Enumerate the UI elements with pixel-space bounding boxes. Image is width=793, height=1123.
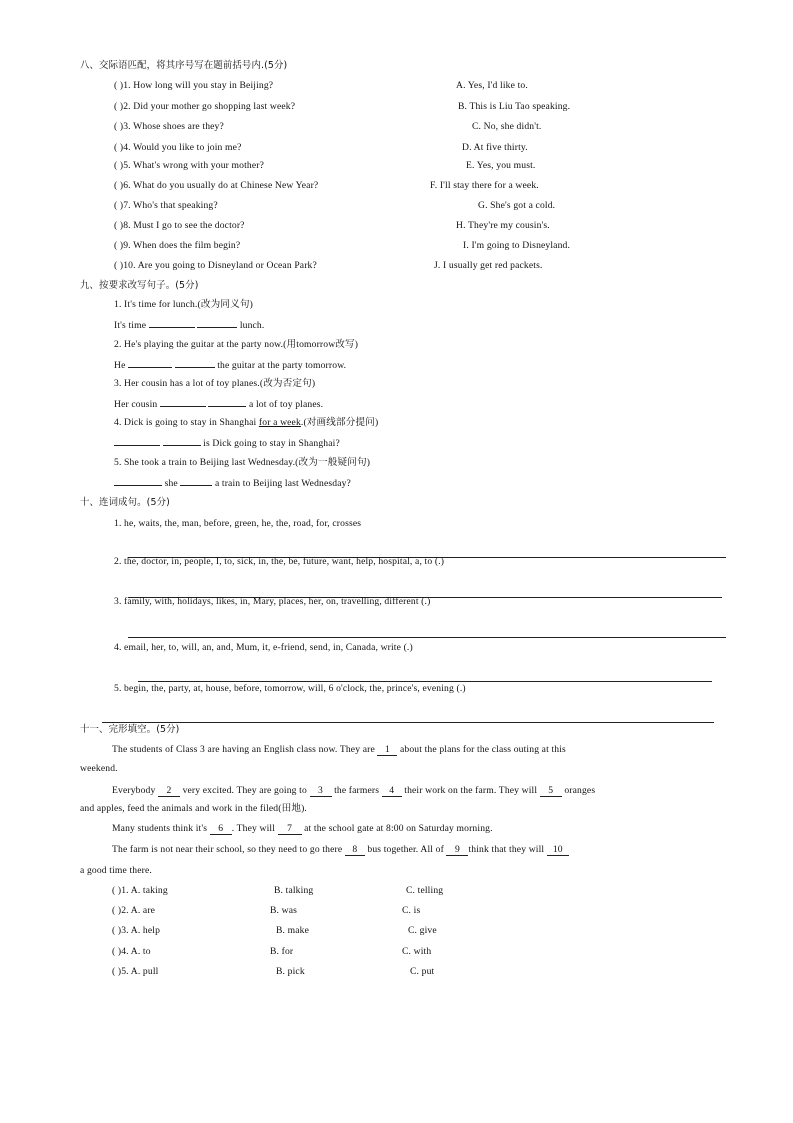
matching-question: ( )5. What's wrong with your mother? — [114, 160, 265, 171]
cloze-option-b: B. talking — [274, 885, 314, 896]
rewrite-q2-text-a: He — [114, 360, 126, 371]
rewrite-q5: 5. She took a train to Beijing last Wednesday.(改为一般疑问句) — [114, 457, 371, 468]
rewrite-q4-text: is Dick going to stay in Shanghai? — [203, 438, 340, 449]
matching-answer: H. They're my cousin's. — [456, 220, 550, 231]
cloze-paragraph-4 — [112, 844, 569, 856]
matching-answer: B. This is Liu Tao speaking. — [458, 101, 571, 112]
cloze-blank[interactable]: 4 — [382, 786, 402, 797]
rewrite-q1-text-b: lunch. — [239, 320, 265, 331]
matching-answer: C. No, she didn't. — [472, 121, 542, 132]
rewrite-q2-answer — [114, 360, 346, 372]
rewrite-q3-answer — [114, 399, 323, 411]
rewrite-q5-answer — [114, 478, 351, 490]
cloze-option-c: C. telling — [406, 885, 444, 896]
cloze-option-b: B. pick — [276, 966, 305, 977]
cloze-option-question: ( )3. A. help — [112, 925, 161, 936]
matching-question: ( )4. Would you like to join me? — [114, 142, 242, 153]
rewrite-q3-text-b: a lot of toy planes. — [249, 399, 324, 410]
matching-question: ( )8. Must I go to see the doctor? — [114, 220, 245, 231]
matching-answer: E. Yes, you must. — [466, 160, 536, 171]
word-order-q3: 3. family, with, holidays, likes, in, Mary, places, her, on, travelling, different (.) — [114, 596, 431, 607]
rewrite-q3: 3. Her cousin has a lot of toy planes.(改为否定句) — [114, 378, 316, 389]
cloze-blank[interactable]: 3 — [310, 786, 332, 797]
word-order-q2: 2. the, doctor, in, people, I, to, sick, in, the, be, future, want, help, hospital, a, to (.) — [114, 556, 445, 567]
cloze-option-b: B. was — [270, 905, 298, 916]
matching-question: ( )10. Are you going to Disneyland or Ocean Park? — [114, 260, 317, 271]
answer-blank[interactable] — [163, 445, 201, 446]
cloze-option-c: C. with — [402, 946, 432, 957]
answer-line[interactable] — [138, 681, 712, 682]
section-9-title: 九、按要求改写句子。(5分) — [80, 280, 199, 291]
answer-blank[interactable] — [208, 406, 246, 407]
cloze-blank[interactable]: 1 — [377, 745, 397, 756]
cloze-blank[interactable]: 10 — [547, 845, 569, 856]
rewrite-q4-answer — [114, 438, 340, 450]
cloze-paragraph-4-end: a good time there. — [80, 865, 152, 876]
matching-question: ( )9. When does the film begin? — [114, 240, 241, 251]
rewrite-q4-text-b: .(对画线部分提问) — [300, 417, 379, 428]
rewrite-q3-text-a: Her cousin — [114, 399, 158, 410]
rewrite-q2: 2. He's playing the guitar at the party now.(用tomorrow改写) — [114, 339, 359, 350]
matching-answer: D. At five thirty. — [462, 142, 528, 153]
matching-answer: A. Yes, I'd like to. — [456, 80, 528, 91]
rewrite-q5-text-b: a train to Beijing last Wednesday? — [214, 478, 351, 489]
word-order-q5: 5. begin, the, party, at, house, before, tomorrow, will, 6 o'clock, the, prince's, evening (.) — [114, 683, 466, 694]
section-10-title: 十、连词成句。(5分) — [80, 497, 170, 508]
answer-line[interactable] — [128, 637, 726, 638]
answer-blank[interactable] — [197, 327, 237, 328]
cloze-paragraph-1 — [112, 744, 566, 756]
matching-question: ( )1. How long will you stay in Beijing? — [114, 80, 274, 91]
cloze-text: The farm is not near their school, so they need to go there — [112, 844, 343, 855]
cloze-text: about the plans for the class outing at this — [399, 744, 566, 755]
cloze-text: oranges — [564, 785, 596, 796]
cloze-text: their work on the farm. They will — [404, 785, 538, 796]
rewrite-q1-text-a: It's time — [114, 320, 147, 331]
matching-question: ( )3. Whose shoes are they? — [114, 121, 224, 132]
cloze-text: the farmers — [334, 785, 380, 796]
cloze-text: . They will — [231, 823, 276, 834]
cloze-text: Everybody — [112, 785, 156, 796]
cloze-text: Many students think it's — [112, 823, 208, 834]
rewrite-q1-answer — [114, 320, 264, 332]
matching-answer: G. She's got a cold. — [478, 200, 556, 211]
cloze-blank[interactable]: 8 — [345, 845, 365, 856]
matching-answer: J. I usually get red packets. — [434, 260, 543, 271]
section-8-title: 八、交际语匹配，将其序号写在题前括号内.(5分) — [80, 60, 288, 71]
answer-blank[interactable] — [114, 445, 160, 446]
cloze-blank[interactable]: 7 — [278, 824, 302, 835]
rewrite-q4 — [114, 417, 378, 429]
cloze-option-c: C. put — [410, 966, 435, 977]
cloze-paragraph-3 — [112, 823, 493, 835]
underlined-phrase: for a week — [258, 417, 301, 428]
answer-blank[interactable] — [149, 327, 195, 328]
matching-question: ( )7. Who's that speaking? — [114, 200, 218, 211]
cloze-option-question: ( )5. A. pull — [112, 966, 159, 977]
matching-answer: I. I'm going to Disneyland. — [463, 240, 571, 251]
word-order-q4: 4. email, her, to, will, an, and, Mum, it, e-friend, send, in, Canada, write (.) — [114, 642, 413, 653]
cloze-paragraph-1-end: weekend. — [80, 763, 118, 774]
section-11-title: 十一、完形填空。(5分) — [80, 724, 180, 735]
answer-blank[interactable] — [180, 485, 212, 486]
cloze-text: bus together. All of — [367, 844, 444, 855]
cloze-blank[interactable]: 5 — [540, 786, 562, 797]
word-order-q1: 1. he, waits, the, man, before, green, he, the, road, for, crosses — [114, 518, 362, 529]
rewrite-q5-text-a: she — [164, 478, 178, 489]
cloze-option-b: B. for — [270, 946, 294, 957]
rewrite-q2-text-b: the guitar at the party tomorrow. — [217, 360, 347, 371]
cloze-text: The students of Class 3 are having an English class now. They are — [112, 744, 375, 755]
cloze-paragraph-2-end: and apples, feed the animals and work in the filed(田地). — [80, 803, 307, 814]
cloze-blank[interactable]: 2 — [158, 786, 180, 797]
matching-question: ( )6. What do you usually do at Chinese New Year? — [114, 180, 319, 191]
answer-blank[interactable] — [114, 485, 162, 486]
cloze-option-b: B. make — [276, 925, 310, 936]
cloze-text: think that they will — [468, 844, 545, 855]
cloze-blank[interactable]: 9 — [446, 845, 468, 856]
cloze-paragraph-2 — [112, 785, 595, 797]
cloze-option-question: ( )1. A. taking — [112, 885, 168, 896]
cloze-text: very excited. They are going to — [182, 785, 307, 796]
rewrite-q1: 1. It's time for lunch.(改为同义句) — [114, 299, 253, 310]
cloze-option-c: C. is — [402, 905, 421, 916]
cloze-option-question: ( )4. A. to — [112, 946, 151, 957]
answer-line[interactable] — [102, 722, 714, 723]
cloze-blank[interactable]: 6 — [210, 824, 232, 835]
matching-answer: F. I'll stay there for a week. — [430, 180, 539, 191]
answer-blank[interactable] — [128, 367, 172, 368]
cloze-option-question: ( )2. A. are — [112, 905, 156, 916]
rewrite-q4-text-a: 4. Dick is going to stay in Shanghai — [114, 417, 259, 428]
answer-blank[interactable] — [175, 367, 215, 368]
cloze-text: at the school gate at 8:00 on Saturday morning. — [304, 823, 493, 834]
matching-question: ( )2. Did your mother go shopping last week? — [114, 101, 296, 112]
cloze-option-c: C. give — [408, 925, 437, 936]
answer-blank[interactable] — [160, 406, 206, 407]
